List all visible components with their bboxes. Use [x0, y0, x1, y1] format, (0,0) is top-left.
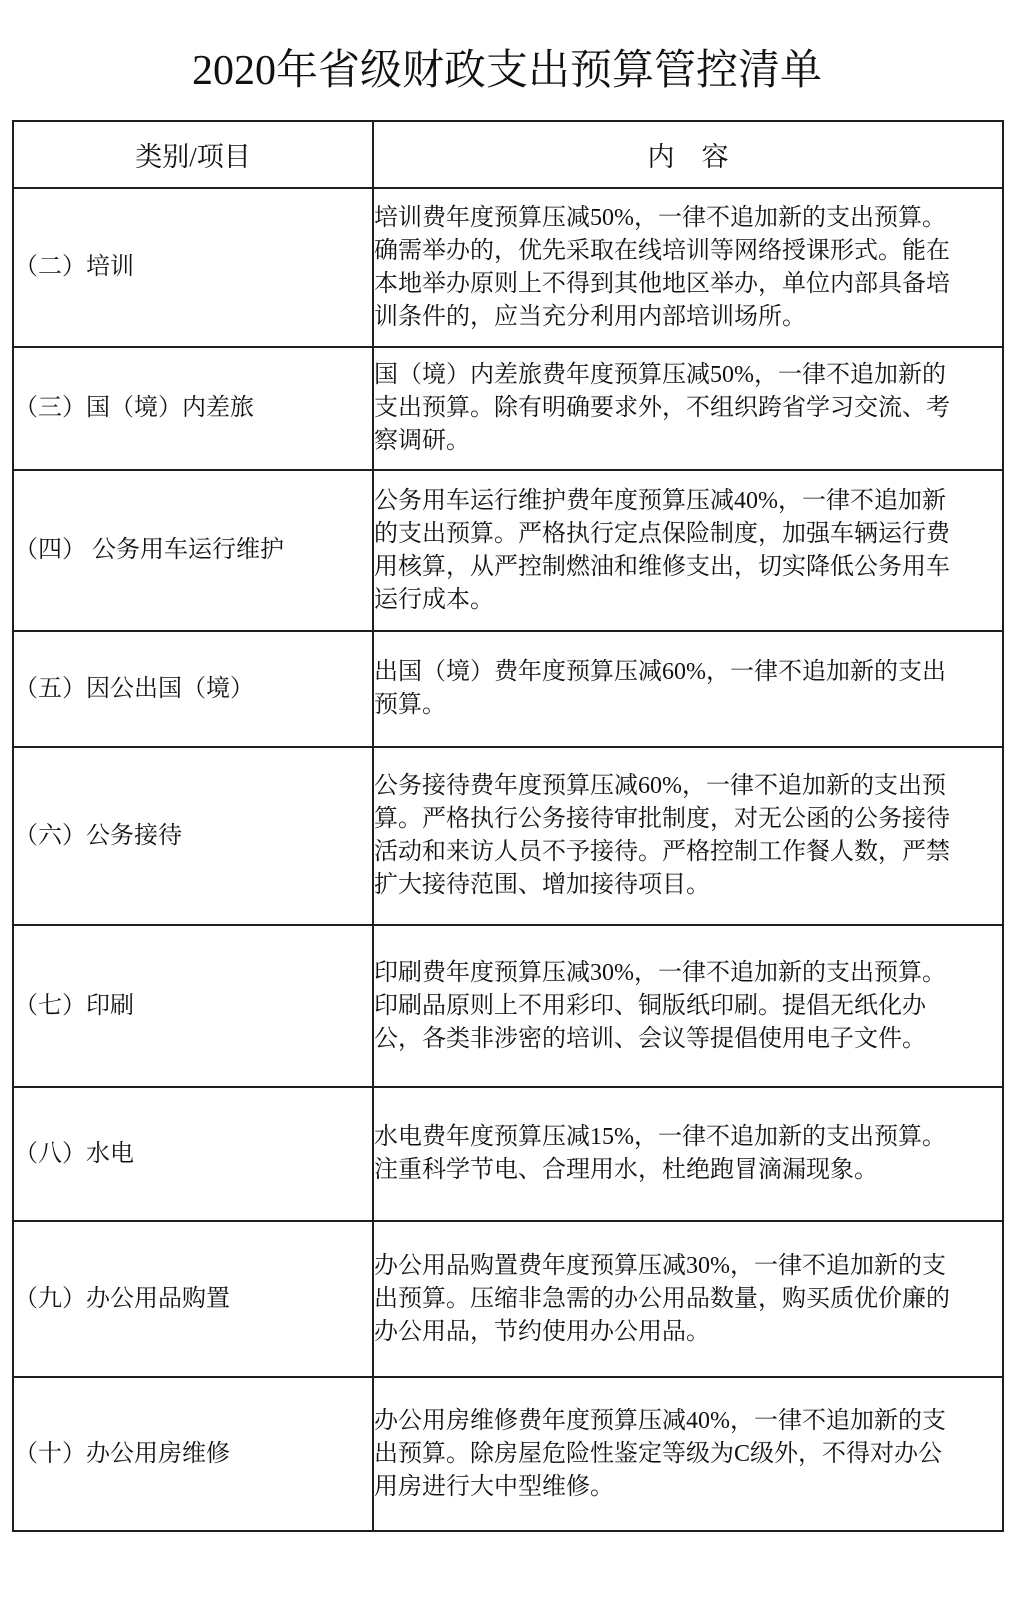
content-line: 活动和来访人员不予接待。严格控制工作餐人数，严禁	[374, 839, 950, 865]
content-line: 察调研。	[374, 428, 470, 454]
table-row	[13, 1221, 1003, 1377]
table-row	[13, 747, 1003, 925]
content-line: 注重科学节电、合理用水，杜绝跑冒滴漏现象。	[374, 1157, 878, 1183]
content-line: 支出预算。除有明确要求外，不组织跨省学习交流、考	[374, 395, 950, 421]
content-cell	[373, 631, 1003, 747]
content-line: 用核算，从严控制燃油和维修支出，切实降低公务用车	[374, 553, 950, 580]
table-row	[13, 188, 1003, 347]
content-line: 公，各类非涉密的培训、会议等提倡使用电子文件。	[374, 1025, 926, 1052]
content-line: 确需举办的，优先采取在线培训等网络授课形式。能在	[374, 237, 950, 264]
page-title: 2020年省级财政支出预算管控清单	[191, 48, 822, 94]
content-line: 国（境）内差旅费年度预算压减50%，一律不追加新的	[374, 362, 946, 388]
content-cell	[373, 347, 1003, 470]
content-line: 印刷品原则上不用彩印、铜版纸印刷。提倡无纸化办	[374, 992, 926, 1019]
content-line: 水电费年度预算压减15%，一律不追加新的支出预算。	[374, 1124, 946, 1150]
table-header	[13, 121, 1003, 188]
content-line: 训条件的，应当充分利用内部培训场所。	[374, 303, 806, 330]
content-line: 办公用房维修费年度预算压减40%，一律不追加新的支	[374, 1407, 946, 1434]
category-cell: （十）办公用房维修	[13, 1377, 373, 1531]
content-line: 用房进行大中型维修。	[374, 1473, 614, 1500]
header-category: 类别/项目	[13, 121, 373, 188]
content-line: 办公用品，节约使用办公用品。	[374, 1318, 710, 1345]
table-row	[13, 470, 1003, 631]
content-cell	[373, 1377, 1003, 1531]
category-cell: （八）水电	[13, 1087, 373, 1221]
table-row	[13, 631, 1003, 747]
content-cell	[373, 470, 1003, 631]
category-cell: （三）国（境）内差旅	[13, 347, 373, 470]
content-line: 出国（境）费年度预算压减60%，一律不追加新的支出	[374, 659, 946, 685]
table-row	[13, 1087, 1003, 1221]
budget-control-table	[12, 120, 1004, 1532]
table-row	[13, 347, 1003, 470]
content-line: 出预算。除房屋危险性鉴定等级为C级外，不得对办公	[374, 1440, 943, 1467]
content-cell	[373, 1087, 1003, 1221]
content-line: 算。严格执行公务接待审批制度，对无公函的公务接待	[374, 806, 950, 832]
content-cell	[373, 1221, 1003, 1377]
table-row	[13, 1377, 1003, 1531]
content-line: 公务接待费年度预算压减60%，一律不追加新的支出预	[374, 773, 946, 799]
category-cell: （九）办公用品购置	[13, 1221, 373, 1377]
content-line: 的支出预算。严格执行定点保险制度，加强车辆运行费	[374, 520, 950, 547]
category-cell: （二）培训	[13, 188, 373, 347]
content-line: 扩大接待范围、增加接待项目。	[374, 872, 710, 898]
content-cell	[373, 188, 1003, 347]
content-cell	[373, 747, 1003, 925]
content-line: 公务用车运行维护费年度预算压减40%，一律不追加新	[374, 487, 946, 514]
content-line: 本地举办原则上不得到其他地区举办，单位内部具备培	[374, 270, 950, 297]
table-body	[13, 188, 1003, 1531]
category-cell: （六）公务接待	[13, 747, 373, 925]
content-line: 运行成本。	[374, 586, 494, 613]
table-row	[13, 925, 1003, 1087]
category-cell: （七）印刷	[13, 925, 373, 1087]
content-line: 印刷费年度预算压减30%，一律不追加新的支出预算。	[374, 959, 946, 986]
content-line: 预算。	[374, 692, 446, 718]
table-header-row	[13, 121, 1003, 188]
content-cell	[373, 925, 1003, 1087]
content-line: 出预算。压缩非急需的办公用品数量，购买质优价廉的	[374, 1285, 950, 1312]
content-line: 培训费年度预算压减50%，一律不追加新的支出预算。	[374, 204, 946, 231]
content-line: 办公用品购置费年度预算压减30%，一律不追加新的支	[374, 1252, 946, 1279]
category-cell: （五）因公出国（境）	[13, 631, 373, 747]
category-cell: （四） 公务用车运行维护	[13, 470, 373, 631]
header-content: 内 容	[373, 121, 1003, 188]
